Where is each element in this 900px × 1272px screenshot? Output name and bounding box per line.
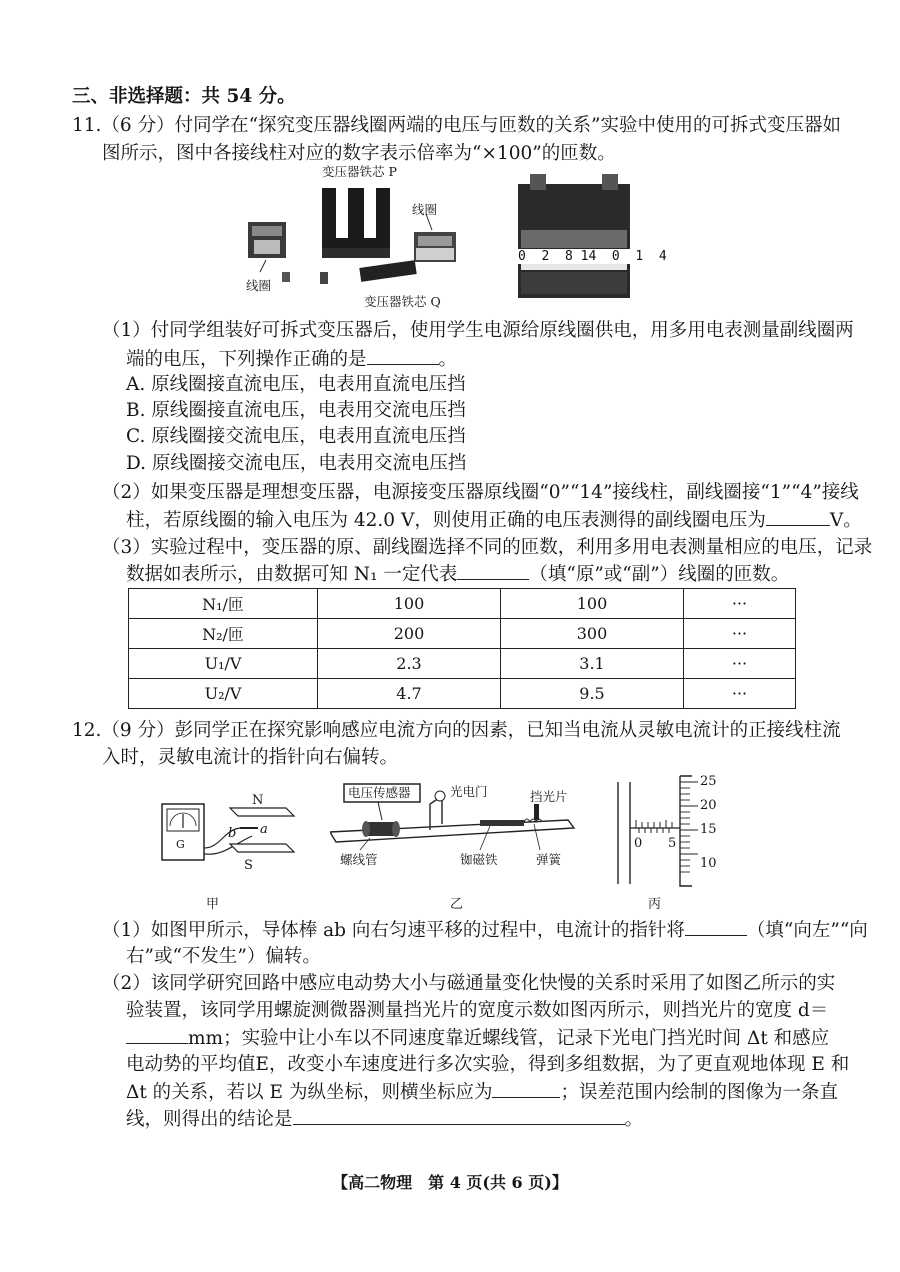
table-cell: ···: [684, 619, 796, 649]
table-cell: ···: [684, 589, 796, 619]
q12-part1-line1: （1）如图甲所示，导体棒 ab 向右匀速平移的过程中，电流计的指针将 （填“向左”“向: [102, 917, 868, 944]
answer-blank[interactable]: [492, 1079, 560, 1098]
micrometer-main-0: 0: [634, 836, 643, 851]
answer-blank[interactable]: [685, 917, 747, 936]
q12-part2-line3: mm；实验中让小车以不同速度靠近螺线管，记录下光电门挡光时间 Δt 和感应: [126, 1025, 829, 1052]
solenoid-icon: [362, 821, 400, 837]
table-row: [129, 679, 796, 709]
micrometer-thimble-25: 25: [700, 774, 717, 789]
label-shade-plate: 挡光片: [530, 789, 568, 804]
table-row: [129, 619, 796, 649]
magnet-north-pole: [230, 808, 294, 816]
option-c: C. 原线圈接交流电压，电表用直流电压挡: [126, 426, 466, 447]
section-title: 三、非选择题：共 54 分。: [72, 86, 296, 107]
micrometer-thimble-15: 15: [700, 822, 717, 837]
table-row: [129, 589, 796, 619]
table-cell: 4.7: [318, 679, 501, 709]
table-cell: 3.1: [501, 649, 684, 679]
q11-part1-line2: 端的电压，下列操作正确的是 。: [126, 346, 457, 373]
q11-stem-line2: 图所示，图中各接线柱对应的数字表示倍率为“×100”的匝数。: [102, 143, 616, 164]
magnet-south-pole: [230, 844, 294, 852]
caption-jia: 甲: [206, 897, 220, 912]
micrometer-main-5: 5: [668, 836, 677, 851]
coil-left-image: [248, 222, 286, 258]
table-cell: ···: [684, 649, 796, 679]
table-cell: 200: [318, 619, 501, 649]
core-p-image: [322, 188, 390, 258]
answer-blank[interactable]: [293, 1106, 625, 1125]
core-q-image: [359, 260, 416, 282]
assembled-transformer-image: [518, 174, 630, 298]
table-cell: N₁/匝: [129, 589, 318, 619]
option-a: A. 原线圈接直流电压，电表用直流电压挡: [126, 374, 466, 395]
shade-plate: [534, 804, 539, 820]
table-cell: U₂/V: [129, 679, 318, 709]
label-spring: 弹簧: [536, 852, 562, 867]
transformer-figure: [238, 160, 648, 310]
page-footer: 【高二物理 第 4 页(共 6 页)】: [332, 1173, 568, 1192]
terminal-numbers: 0 2 8 14 0 1 4: [518, 249, 667, 264]
q12-stem-line1: 12.（9 分）彭同学正在探究影响感应电流方向的因素，已知当电流从灵敏电流计的正接线柱流: [72, 720, 841, 741]
label-solenoid: 螺线管: [340, 852, 378, 867]
q12-part1-line2: 右”或“不发生”）偏转。: [126, 946, 321, 967]
galvanometer-icon: [162, 804, 204, 860]
label-b: b: [228, 826, 237, 841]
q12-part2-line2: 验装置，该同学用螺旋测微器测量挡光片的宽度示数如图丙所示，则挡光片的宽度 d＝: [126, 1000, 829, 1021]
nut-icon: [282, 272, 290, 282]
q12-part2-line1: （2）该同学研究回路中感应电动势大小与磁通量变化快慢的关系时采用了如图乙所示的实: [102, 973, 836, 994]
q11-part1-line1: （1）付同学组装好可拆式变压器后，使用学生电源给原线圈供电，用多用电表测量副线圈两: [102, 320, 854, 341]
table-cell: N₂/匝: [129, 619, 318, 649]
label-a: a: [260, 822, 268, 837]
q12-part2-line4: 电动势的平均值E，改变小车速度进行多次实验，得到多组数据，为了更直观地体现 E 和: [126, 1054, 850, 1075]
q12-stem-line2: 入时，灵敏电流计的指针向右偏转。: [102, 747, 399, 768]
answer-blank[interactable]: [766, 507, 830, 526]
label-core-p: 变压器铁芯 P: [322, 164, 397, 179]
caption-yi: 乙: [450, 897, 464, 912]
q11-part3-line1: （3）实验过程中，变压器的原、副线圈选择不同的匝数，利用多用电表测量相应的电压，记录: [102, 537, 873, 558]
answer-blank[interactable]: [457, 561, 529, 580]
q12-part2-line6: 线，则得出的结论是 。: [126, 1106, 643, 1133]
label-coil-right: 线圈: [412, 202, 438, 217]
label-s: S: [244, 858, 253, 873]
q11-part2-line2: 柱，若原线圈的输入电压为 42.0 V，则使用正确的电压表测得的副线圈电压为 V。: [126, 507, 862, 534]
label-core-q: 变压器铁芯 Q: [364, 294, 441, 309]
answer-blank[interactable]: [126, 1025, 188, 1044]
option-d: D. 原线圈接交流电压，电表用交流电压挡: [126, 453, 467, 474]
table-cell: 100: [318, 589, 501, 619]
q11-part2-line1: （2）如果变压器是理想变压器，电源接变压器原线圈“0”“14”接线柱，副线圈接“1”“4”接线: [102, 482, 859, 503]
table-row: [129, 649, 796, 679]
data-table: [128, 588, 796, 709]
label-photogate: 光电门: [450, 784, 488, 799]
caption-bing: 丙: [648, 897, 662, 912]
micrometer-thimble-20: 20: [700, 798, 717, 813]
label-g: G: [176, 838, 185, 851]
q12-part2-line5: Δt 的关系，若以 E 为纵坐标，则横坐标应为 ；误差范围内绘制的图像为一条直: [126, 1079, 838, 1106]
option-b: B. 原线圈接直流电压，电表用交流电压挡: [126, 400, 466, 421]
table-cell: 2.3: [318, 649, 501, 679]
label-magnet: 铷磁铁: [460, 852, 498, 867]
label-coil-left: 线圈: [246, 278, 272, 293]
table-cell: ···: [684, 679, 796, 709]
table-cell: U₁/V: [129, 649, 318, 679]
nut-icon: [320, 272, 328, 284]
table-cell: 300: [501, 619, 684, 649]
q11-part3-line2: 数据如表所示，由数据可知 N₁ 一定代表 （填“原”或“副”）线圈的匝数。: [126, 561, 789, 588]
table-cell: 9.5: [501, 679, 684, 709]
q11-stem-line1: 11.（6 分）付同学在“探究变压器线圈两端的电压与匝数的关系”实验中使用的可拆式变压器如: [72, 115, 841, 136]
coil-right-image: [414, 232, 456, 262]
magnet-cart: [480, 820, 524, 826]
table-cell: 100: [501, 589, 684, 619]
micrometer-thimble-10: 10: [700, 856, 717, 871]
photogate-icon: [430, 791, 445, 830]
label-n: N: [252, 793, 264, 808]
label-voltage-sensor: 电压传感器: [348, 785, 411, 800]
answer-blank[interactable]: [367, 346, 439, 365]
